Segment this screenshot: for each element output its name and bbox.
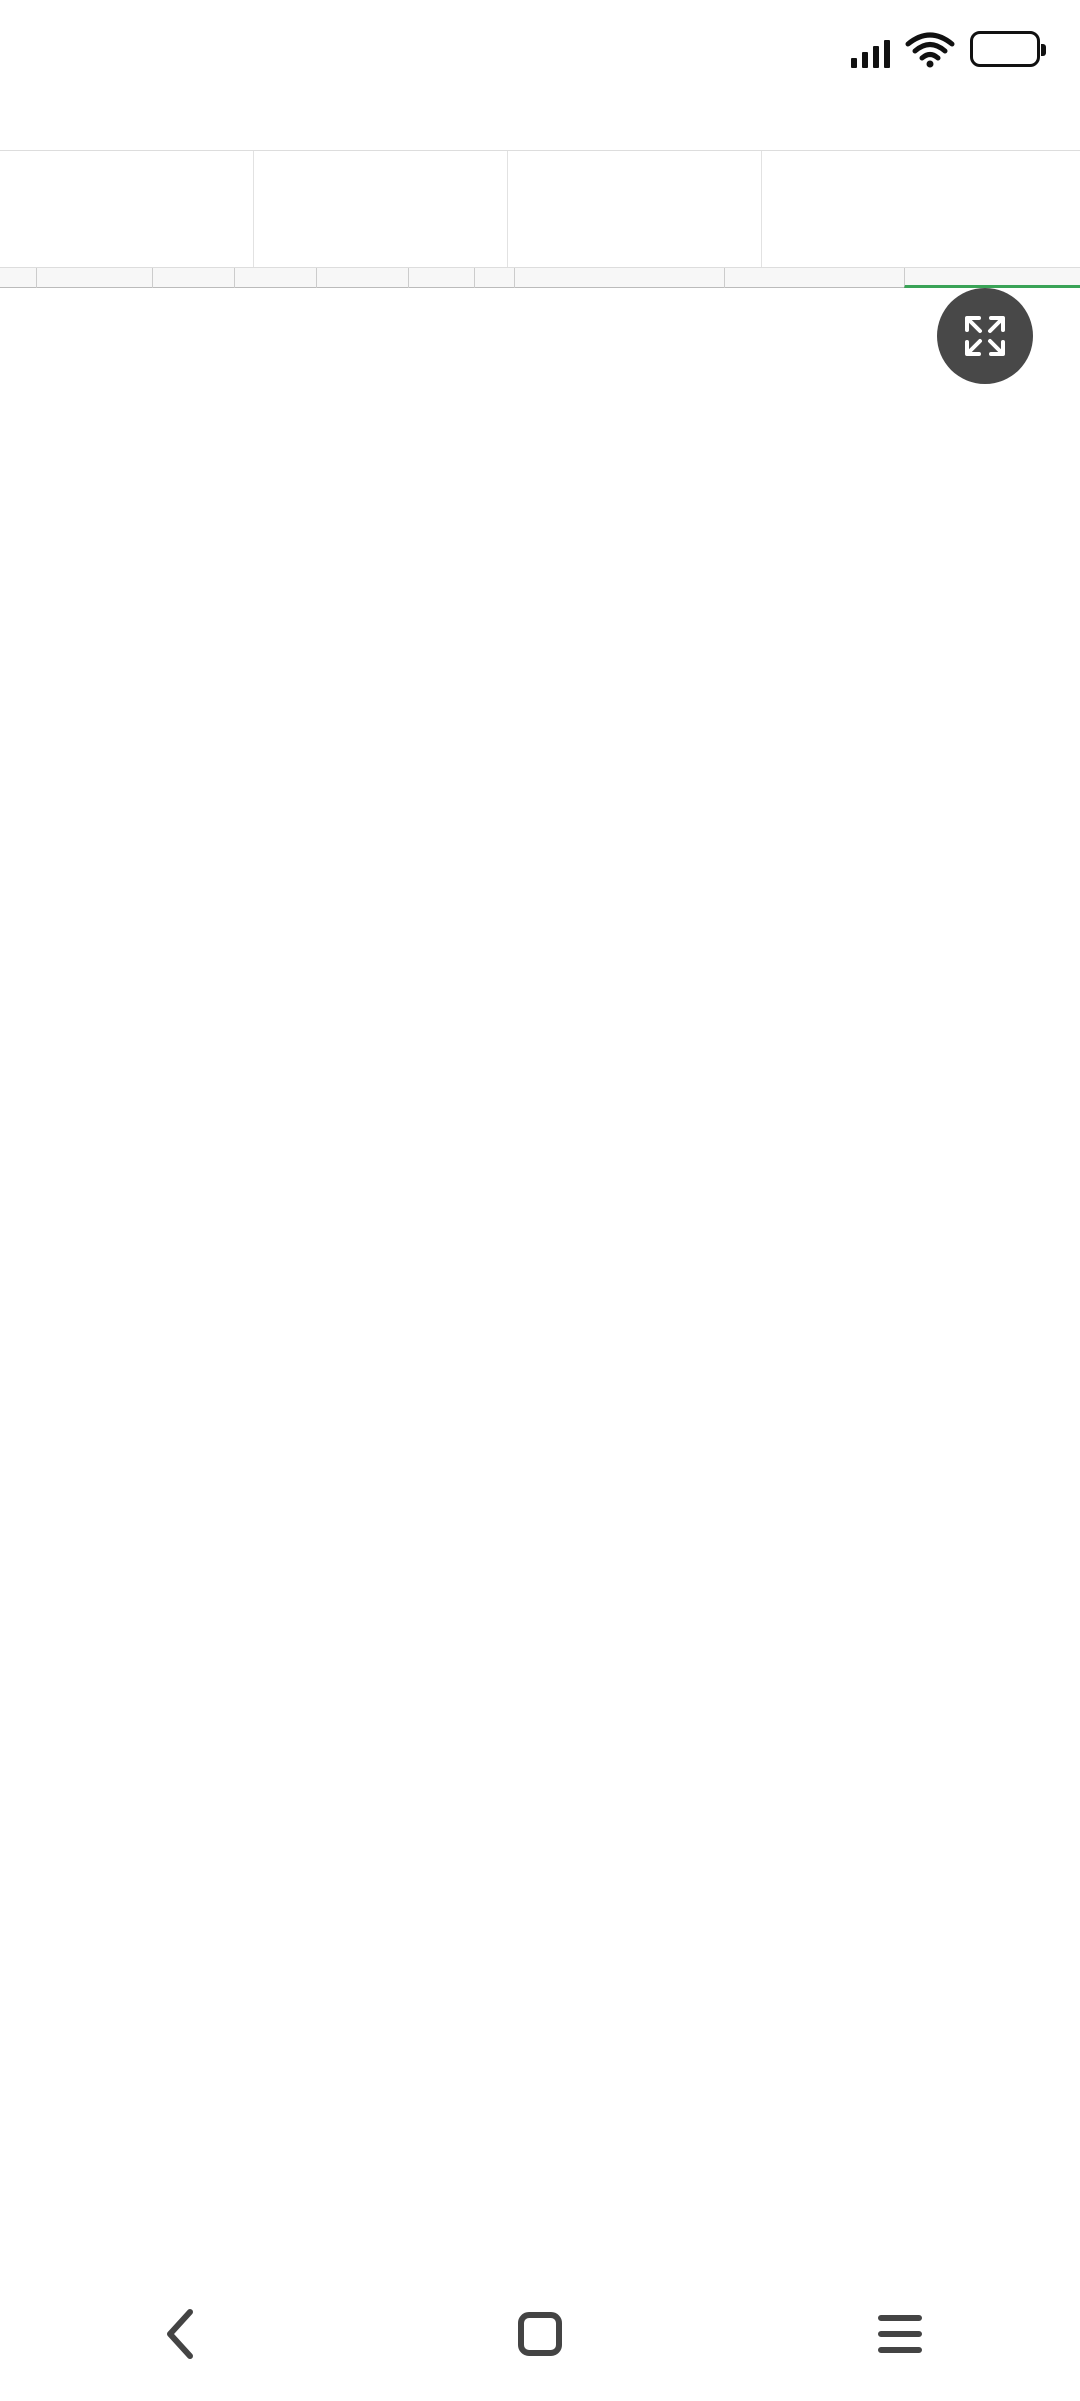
cellular-signal-icon	[851, 30, 890, 68]
status-bar	[0, 0, 1080, 100]
more-options-icon[interactable]	[762, 151, 1080, 267]
column-header-k[interactable]	[408, 268, 474, 288]
fullscreen-button[interactable]	[937, 288, 1033, 384]
status-icons	[851, 30, 1040, 68]
menu-icon	[875, 2312, 925, 2356]
menu-button[interactable]	[855, 2289, 945, 2379]
column-header-row	[0, 268, 1080, 288]
expand-icon	[961, 312, 1009, 360]
wifi-icon	[904, 30, 956, 68]
tab-sheet1[interactable]	[0, 151, 254, 267]
column-header-l[interactable]	[474, 268, 514, 288]
back-icon	[160, 2304, 200, 2364]
navigation-bar	[0, 2266, 1080, 2401]
home-icon	[515, 2309, 565, 2359]
battery-icon	[970, 31, 1040, 67]
sheet-tabs	[0, 150, 1080, 268]
column-header-i[interactable]	[234, 268, 316, 288]
tab-sheet3[interactable]	[508, 151, 762, 267]
spreadsheet-grid[interactable]	[0, 268, 1080, 2266]
column-header-h[interactable]	[152, 268, 234, 288]
column-header-g[interactable]	[36, 268, 152, 288]
tab-sheet2[interactable]	[254, 151, 508, 267]
column-header-m[interactable]	[514, 268, 724, 288]
home-button[interactable]	[495, 2289, 585, 2379]
column-header-o[interactable]	[904, 268, 1080, 288]
column-header-n[interactable]	[724, 268, 904, 288]
back-button[interactable]	[135, 2289, 225, 2379]
column-header-j[interactable]	[316, 268, 408, 288]
